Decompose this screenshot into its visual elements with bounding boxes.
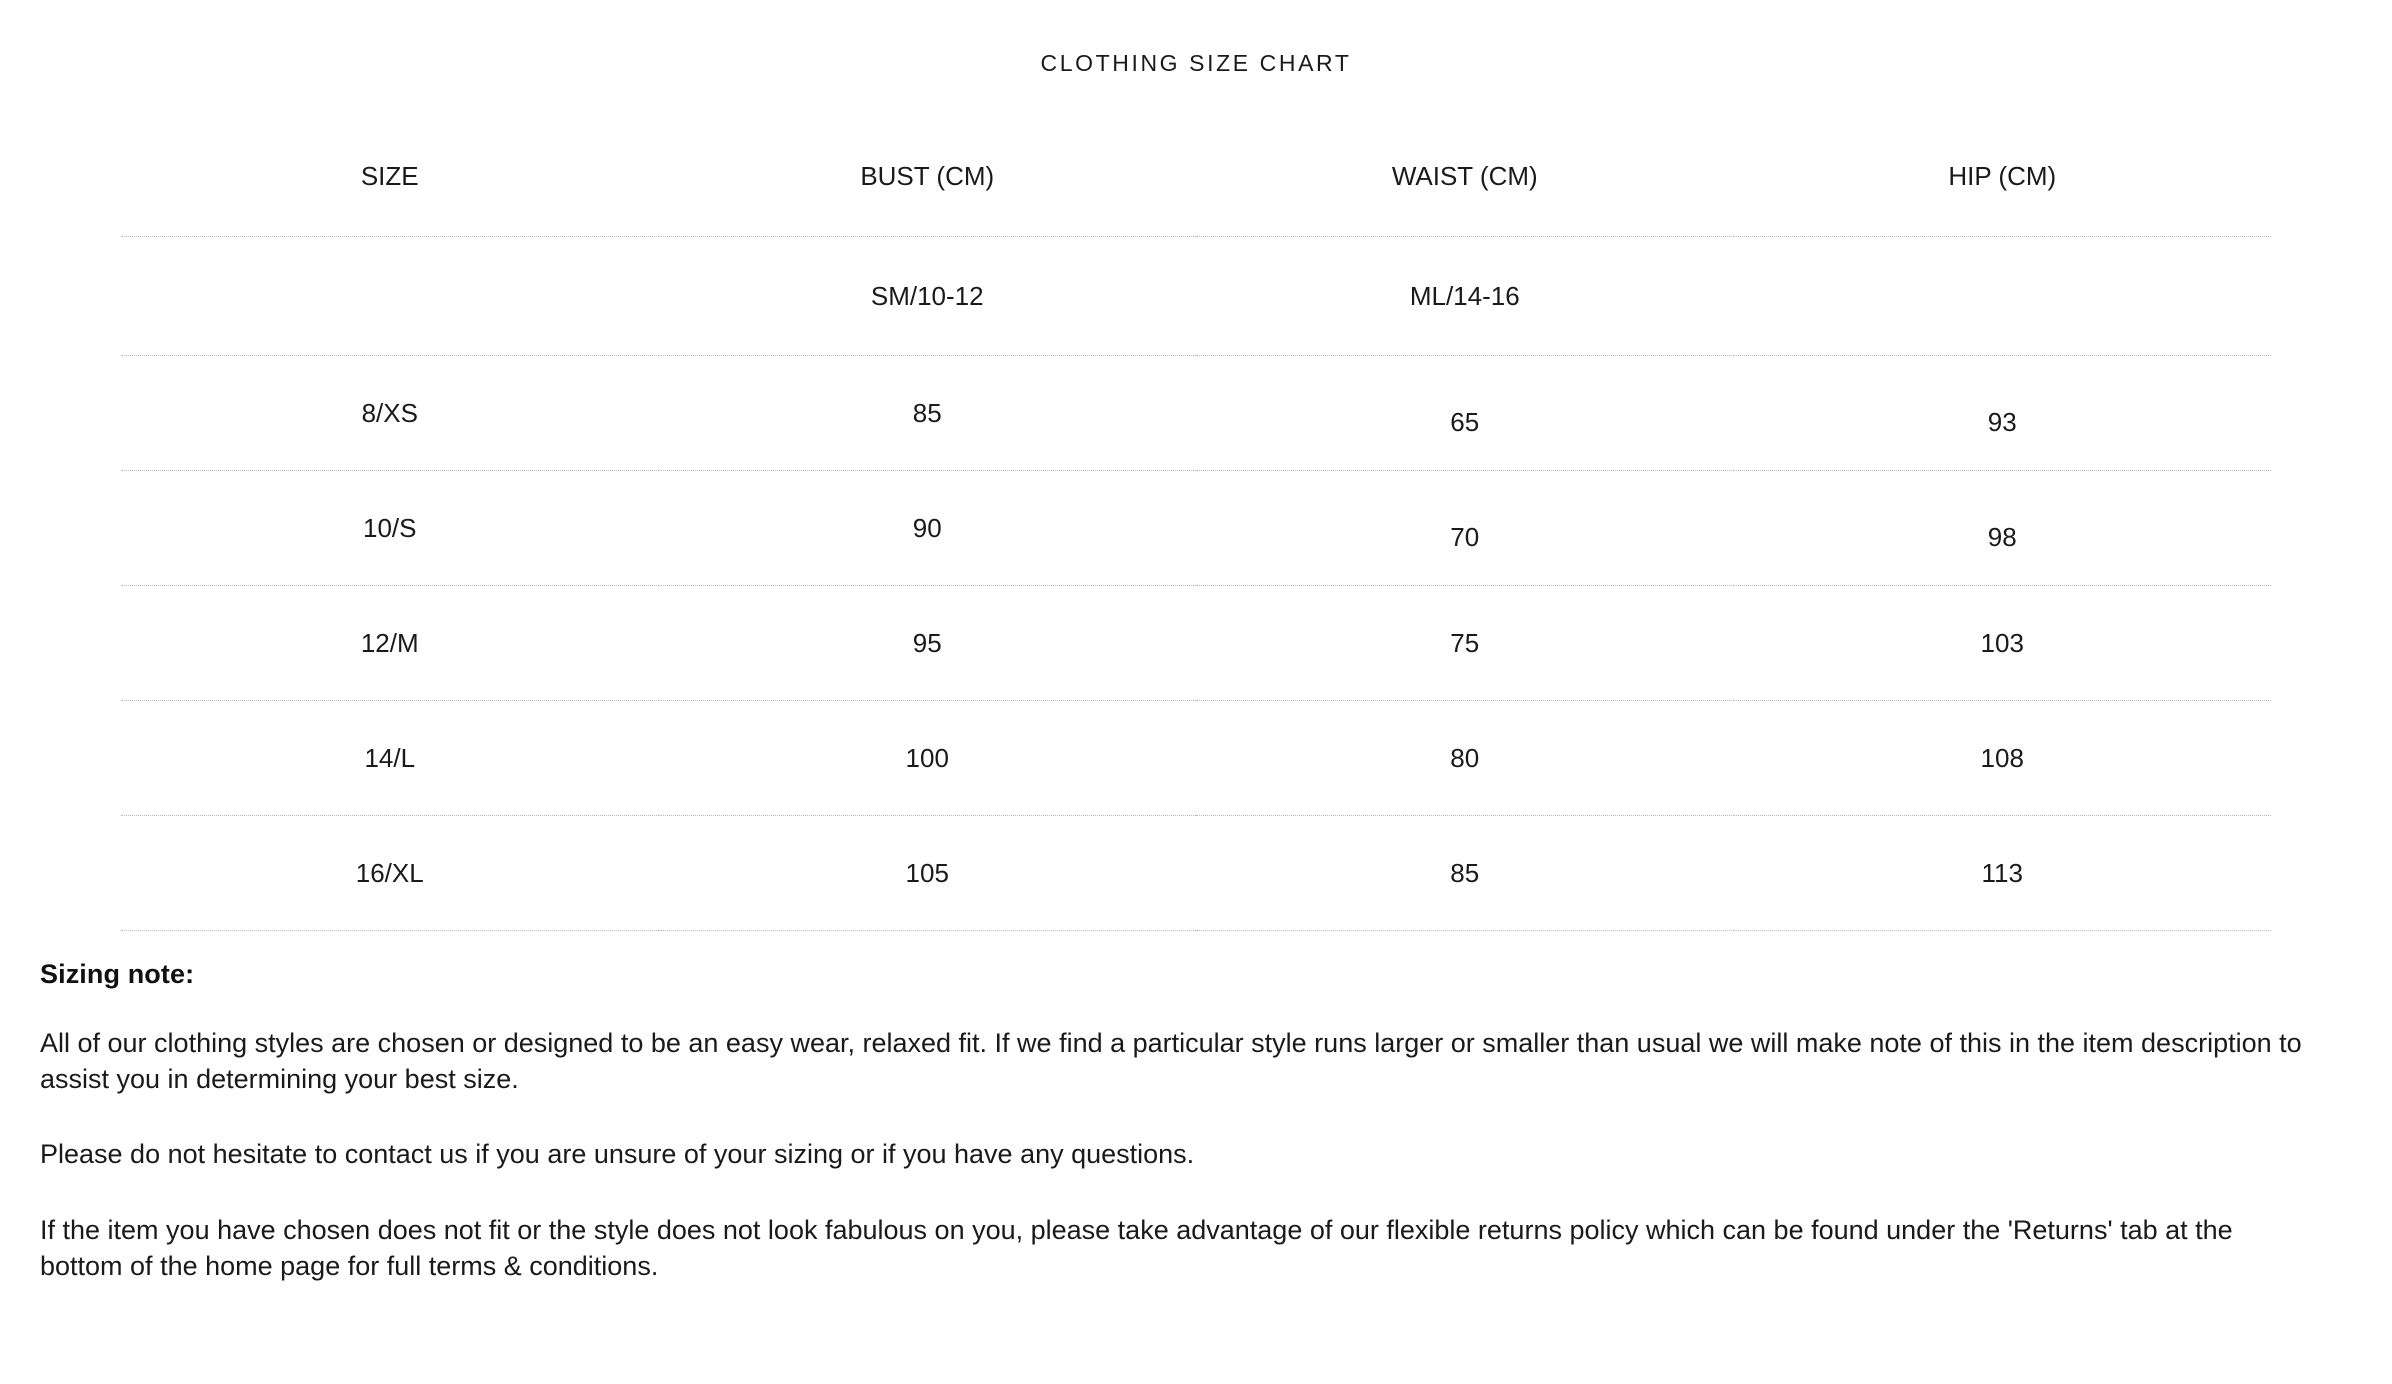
table-row: [121, 701, 2271, 816]
cell-size: 14/L: [121, 701, 659, 816]
cell-size: 10/S: [121, 471, 659, 586]
cell-hip: 113: [1734, 816, 2272, 931]
cell-waist: 80: [1196, 701, 1734, 816]
table-header: [121, 161, 2271, 237]
cell-hip: 103: [1734, 586, 2272, 701]
table-body: [121, 237, 2271, 931]
column-header-bust: BUST (CM): [860, 161, 995, 191]
table-row: [121, 471, 2271, 586]
cell-waist: ML/14-16: [1196, 237, 1734, 356]
cell-bust: 105: [659, 816, 1197, 931]
column-header-size: SIZE: [360, 161, 419, 191]
sizing-note-paragraph: Please do not hesitate to contact us if you are unsure of your sizing or if you have any questions.: [40, 1139, 1195, 1170]
cell-hip: [1734, 356, 2272, 471]
cell-bust: 95: [659, 586, 1197, 701]
sizing-note-paragraph: If the item you have chosen does not fit or the style does not look fabulous on you, please take advantage of our flexible returns policy which can be found under the 'Returns' tab at the bottom of the home page for full terms & conditions.: [40, 1214, 2233, 1281]
cell-waist: [1196, 471, 1734, 586]
cell-bust: 90: [659, 471, 1197, 586]
cell-waist: 85: [1196, 816, 1734, 931]
cell-waist-value: 70: [1450, 521, 1480, 552]
cell-waist-value: 65: [1450, 406, 1480, 437]
table-header-row: [121, 161, 2271, 237]
cell-hip: [1734, 471, 2272, 586]
sizing-note-heading: Sizing note:: [40, 959, 195, 989]
cell-hip-value: 98: [1987, 521, 2017, 552]
cell-size: 16/XL: [121, 816, 659, 931]
column-header-hip: HIP (CM): [1948, 161, 2057, 191]
cell-bust: 85: [659, 356, 1197, 471]
cell-size: 8/XS: [121, 356, 659, 471]
size-table: [121, 161, 2271, 931]
column-header-waist: WAIST (CM): [1391, 161, 1538, 191]
cell-waist: [1196, 356, 1734, 471]
size-table-container: [0, 161, 2392, 931]
cell-bust: SM/10-12: [659, 237, 1197, 356]
page-title: CLOTHING SIZE CHART: [1040, 50, 1352, 76]
table-row: [121, 356, 2271, 471]
table-row: [121, 237, 2271, 356]
table-row: [121, 586, 2271, 701]
cell-size: [121, 237, 659, 356]
cell-waist: 75: [1196, 586, 1734, 701]
sizing-note-paragraph: All of our clothing styles are chosen or designed to be an easy wear, relaxed fit. If we find a particular style runs larger or smaller than usual we will make note of this in the item description to assist you in determining your best size.: [40, 1028, 2302, 1094]
cell-hip: 108: [1734, 701, 2272, 816]
cell-bust: 100: [659, 701, 1197, 816]
cell-size: 12/M: [121, 586, 659, 701]
cell-hip: [1734, 237, 2272, 356]
sizing-notes: [0, 931, 2350, 1284]
table-row: [121, 816, 2271, 931]
cell-hip-value: 93: [1987, 406, 2017, 437]
